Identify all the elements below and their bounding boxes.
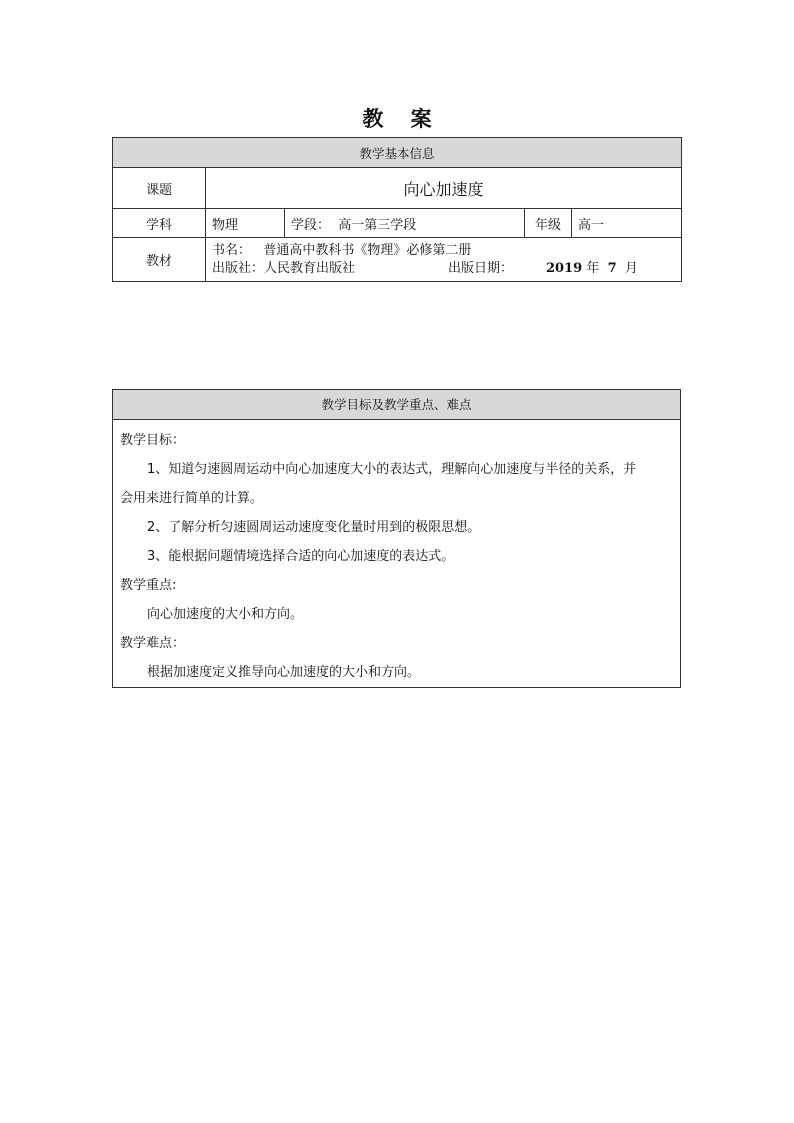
key-points-title: 教学重点: [120,578,177,593]
goal-2: 2、了解分析匀速圆周运动速度变化量时用到的极限思想。 [147,520,481,535]
objectives-table [112,389,681,688]
subject-label: 学科 [113,209,206,238]
pub-date [546,261,638,276]
stage-text: 学段： 高一第三学段 [285,209,525,238]
key-points-text: 向心加速度的大小和方向。 [147,607,304,622]
textbook-details [206,238,682,282]
year-char: 年 [586,260,600,276]
objectives-body [113,420,680,687]
difficulty-text: 根据加速度定义推导向心加速度的大小和方向。 [147,665,421,680]
publisher-name: 出版社：人民教育出版社 [212,260,356,276]
goal-3: 3、能根据问题情境选择合适的向心加速度的表达式。 [147,549,455,564]
basic-info-header: 教学基本信息 [113,138,682,168]
topic-value: 向心加速度 [206,168,682,209]
grade-label: 年级 [525,209,572,238]
textbook-label: 教材 [113,238,206,282]
goal-1-line-2: 会用来进行简单的计算。 [120,491,264,506]
pub-date-label: 出版日期： [448,260,514,276]
goal-1-line-1: 1、知道匀速圆周运动中向心加速度大小的表达式，理解向心加速度与半径的关系，并 [147,462,637,477]
page-title: 教 案 [362,106,442,131]
pub-year: 2019 [546,260,583,276]
goals-title: 教学目标： [120,433,186,448]
pub-month: 7 [607,260,617,276]
book-title-line: 书名： 普通高中教科书《物理》必修第二册 [212,242,472,258]
objectives-header: 教学目标及教学重点、难点 [113,390,680,420]
month-char: 月 [624,260,638,276]
topic-label: 课题 [113,168,206,209]
subject-value: 物理 [206,209,285,238]
publisher-line [212,260,675,278]
grade-value: 高一 [572,209,682,238]
difficulty-title: 教学难点： [120,636,186,651]
basic-info-table [112,137,682,282]
